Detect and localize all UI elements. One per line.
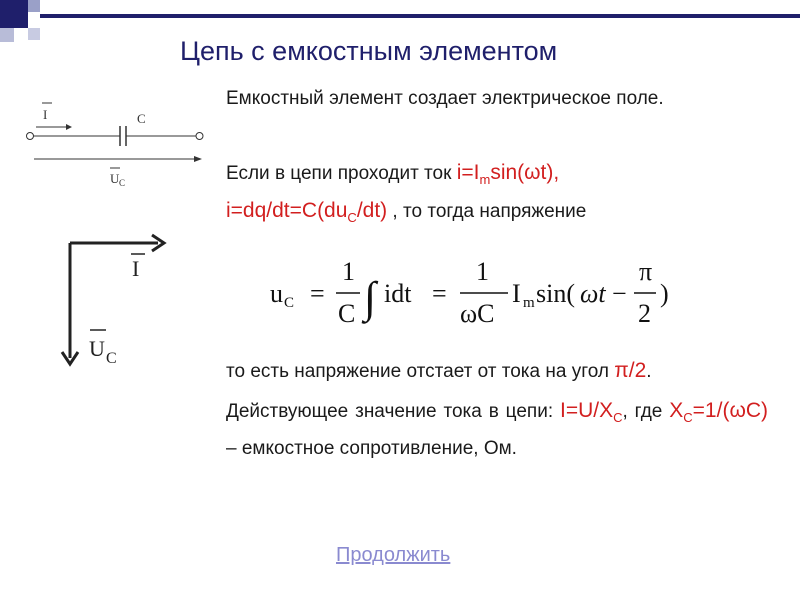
- paragraph-intro: Емкостный элемент создает электрическое поле.: [226, 88, 664, 109]
- eq-sub: C: [683, 410, 693, 426]
- current-phasor-label: I: [132, 256, 140, 281]
- formula-sin: sin(: [536, 279, 575, 308]
- phasor-diagram: [52, 230, 182, 380]
- reactance-equation: [669, 399, 768, 426]
- text-run: – емкостное сопротивление, Ом.: [226, 438, 517, 460]
- capacitor-circuit-diagram: [20, 95, 220, 195]
- formula-den3: 2: [638, 299, 651, 328]
- formula-omega-t: ωt: [580, 279, 606, 308]
- decor-square: [0, 28, 14, 42]
- eq-part: i=dq/dt=C(du: [226, 199, 348, 223]
- slide-title: Цепь с емкостным элементом: [180, 36, 558, 66]
- formula-close: ): [660, 279, 669, 308]
- eq-part: i=I: [456, 161, 480, 184]
- paragraph-phase-lag: [226, 355, 768, 387]
- continue-link[interactable]: Продолжить: [336, 544, 451, 566]
- header-bar: [40, 14, 800, 18]
- capacitor-label: C: [137, 111, 146, 126]
- eq-sub: C: [347, 210, 357, 226]
- eq-part: sin(ωt),: [490, 161, 560, 184]
- paragraph-effective-value: [226, 395, 768, 464]
- terminal-left: [27, 133, 34, 140]
- text-run: .: [646, 361, 652, 382]
- voltage-formula: [262, 250, 702, 330]
- text-run: , где: [622, 401, 670, 422]
- formula-integral: ∫: [364, 273, 377, 322]
- formula-eq: =: [432, 279, 447, 308]
- current-arrowhead: [66, 124, 72, 130]
- voltage-phasor-sub: C: [106, 350, 117, 367]
- decor-square: [0, 0, 28, 28]
- formula-lhs: u: [270, 279, 283, 308]
- formula-num3: π: [639, 257, 653, 286]
- eq-part: =1/(ωC): [692, 399, 768, 422]
- formula-lhs-sub: C: [284, 295, 295, 311]
- formula-num1: 1: [342, 257, 355, 286]
- formula-num2: 1: [476, 257, 489, 286]
- paragraph-current: [226, 157, 768, 233]
- formula-eq: =: [310, 279, 325, 308]
- voltage-sub: C: [119, 178, 126, 188]
- phase-angle: π/2: [614, 359, 647, 382]
- formula-integrand: idt: [384, 279, 412, 308]
- text-run: то есть напряжение отстает от тока на угол: [226, 361, 615, 382]
- voltage-arrowhead: [194, 156, 202, 162]
- decor-square: [28, 28, 40, 40]
- terminal-right: [196, 133, 203, 140]
- formula-amp: I: [512, 279, 521, 308]
- text-run: Действующее значение тока в цепи:: [226, 401, 560, 422]
- formula-amp-sub: m: [523, 295, 535, 311]
- current-label: I: [43, 107, 48, 122]
- eq-sub: C: [613, 410, 623, 426]
- formula-minus: −: [612, 279, 627, 308]
- formula-den2: ωC: [460, 299, 495, 328]
- current-derivative-equation: [226, 199, 388, 226]
- voltage-phasor-label: U: [89, 336, 105, 361]
- decor-square: [28, 0, 40, 12]
- eq-sub: m: [479, 172, 491, 188]
- text-run: Если в цепи проходит ток: [226, 163, 457, 184]
- formula-den1: C: [338, 299, 356, 328]
- eq-part: X: [669, 399, 684, 422]
- ohm-law-equation: [559, 399, 623, 426]
- eq-part: I=U/X: [559, 399, 614, 422]
- eq-part: /dt): [356, 199, 388, 223]
- voltage-label: U: [110, 171, 120, 186]
- current-equation: [456, 161, 560, 188]
- text-run: , то тогда напряжение: [387, 201, 587, 223]
